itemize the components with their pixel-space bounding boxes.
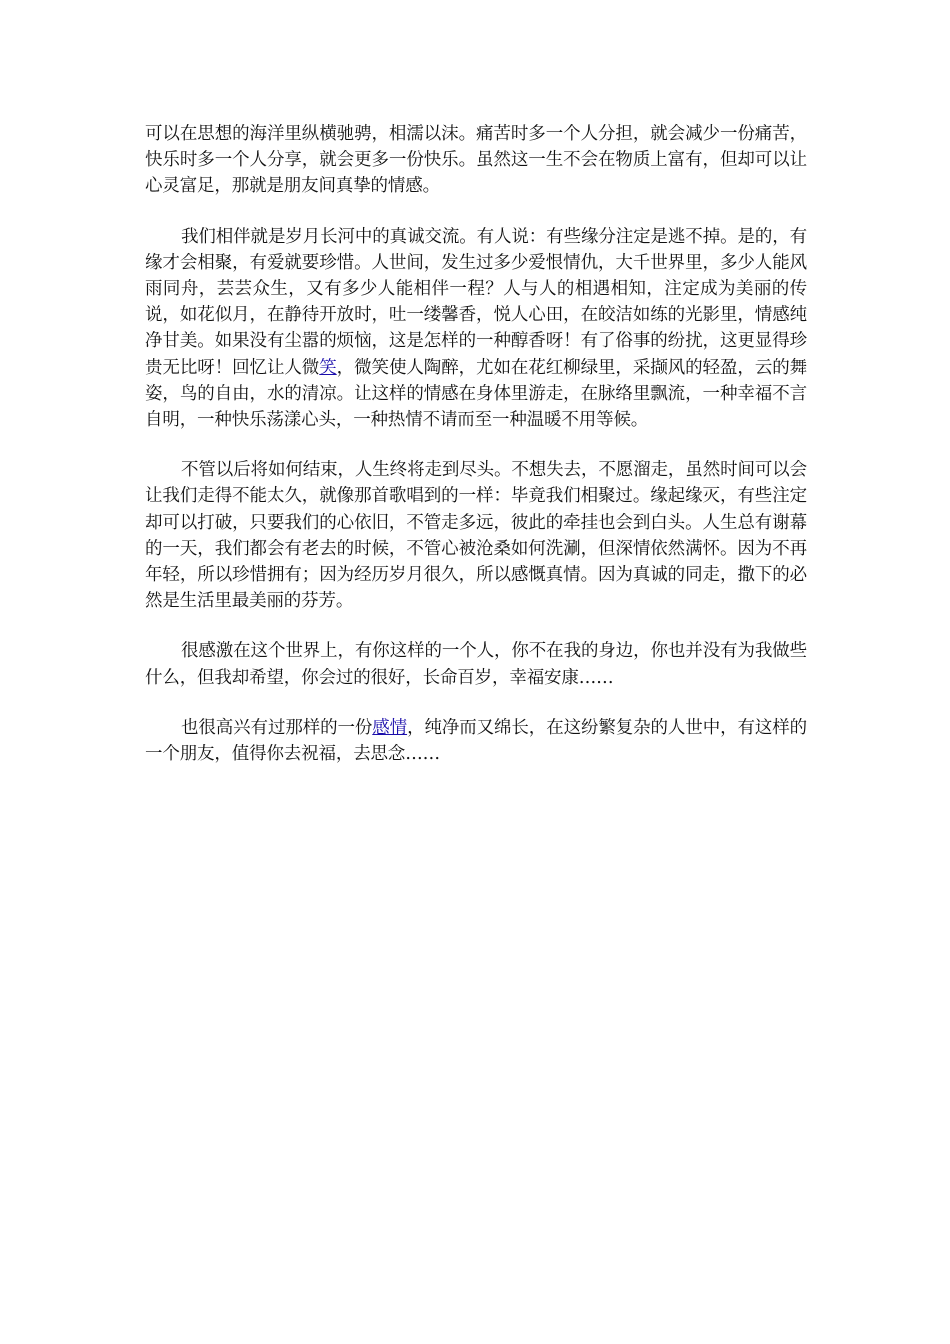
paragraph-5-text-before: 也很高兴有过那样的一份 [181,717,373,738]
paragraph-1-text: 可以在思想的海洋里纵横驰骋，相濡以沫。痛苦时多一个人分担，就会减少一份痛苦，快乐时多一个人分享，就会更多一份快乐。虽然这一生不会在物质上富有，但却可以让心灵富足，那就是朋友间真挚的情感。 [145,124,807,197]
paragraph-2 [145,224,807,434]
document-page [145,121,807,791]
paragraph-5-text-after: ，纯净而又绵长，在这纷繁复杂的人世中，有这样的一个朋友，值得你去祝福，去思念…… [145,717,807,765]
paragraph-5 [145,715,807,767]
paragraph-3 [145,457,807,614]
paragraph-4-text: 很感激在这个世界上，有你这样的一个人，你不在我的身边，你也并没有为我做些什么，但我却希望，你会过的很好，长命百岁，幸福安康…… [145,641,807,688]
paragraph-2-text-before: 我们相伴就是岁月长河中的真诚交流。有人说：有些缘分注定是逃不掉。是的，有缘才会相聚，有爱就要珍惜。人世间，发生过多少爱恨情仇，大千世界里，多少人能风雨同舟，芸芸众生，又有多少人能相伴一程？人与人的相遇相知，注定成为美丽的传说，如花似月，在静待开放时，吐一缕馨香，悦人心田，在皎洁如练的光影里，情感纯净甘美。如果没有尘嚣的烦恼，这是怎样的一种醇香呀！有了俗事的纷扰，这更显得珍贵无比呀！回忆让人微 [145,226,807,378]
link-xiao[interactable]: 笑 [319,357,337,378]
link-ganqing[interactable]: 感情 [372,717,408,738]
paragraph-3-text: 不管以后将如何结束，人生终将走到尽头。不想失去，不愿溜走，虽然时间可以会让我们走得不能太久，就像那首歌唱到的一样：毕竟我们相聚过。缘起缘灭，有些注定却可以打破，只要我们的心依旧，不管走多远，彼此的牵挂也会到白头。人生总有谢幕的一天，我们都会有老去的时候，不管心被沧桑如何洗涮，但深情依然满怀。因为不再年轻，所以珍惜拥有；因为经历岁月很久，所以感慨真情。因为真诚的同走，撒下的必然是生活里最美丽的芬芳。 [145,460,807,612]
paragraph-2-text-after: ，微笑使人陶醉，尤如在花红柳绿里，采撷风的轻盈，云的舞姿，鸟的自由，水的清凉。让这样的情感在身体里游走，在脉络里飘流，一种幸福不言自明，一种快乐荡漾心头，一种热情不请而至一种温暖不用等候。 [145,357,808,431]
paragraph-1 [145,121,807,200]
paragraph-4 [145,638,807,690]
